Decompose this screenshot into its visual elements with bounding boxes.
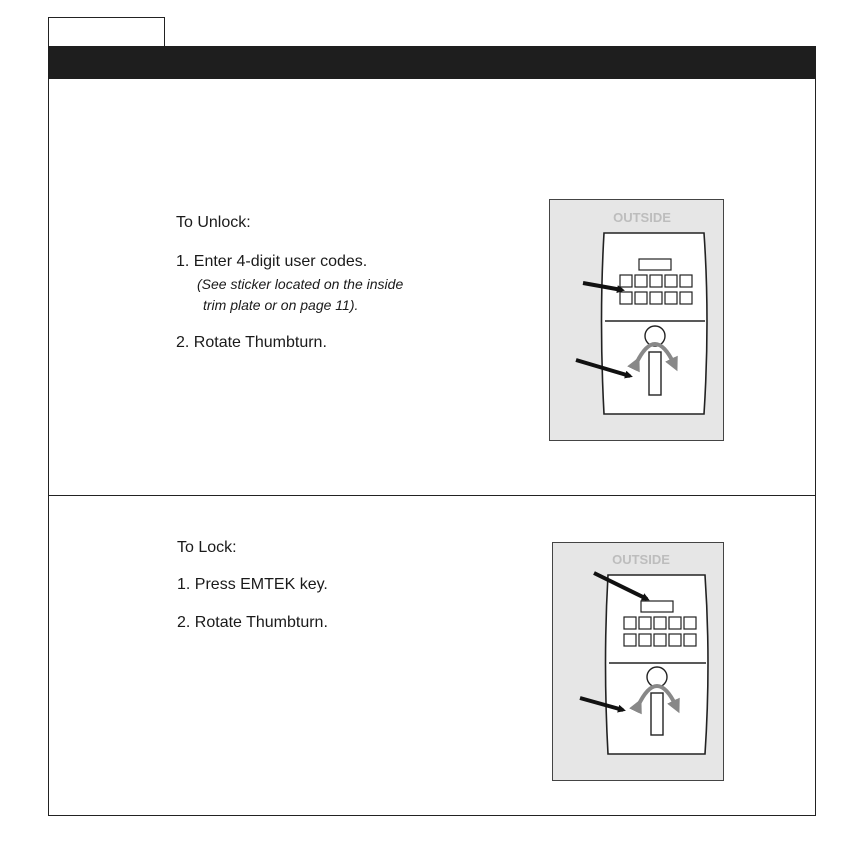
unlock-lock-illustration bbox=[549, 199, 724, 441]
unlock-illustration-svg bbox=[550, 200, 725, 442]
lock-step-2: 2. Rotate Thumbturn. bbox=[177, 614, 328, 631]
lock-heading: To Lock: bbox=[177, 539, 237, 556]
outside-label: OUTSIDE bbox=[613, 210, 671, 225]
unlock-step-1: 1. Enter 4-digit user codes. bbox=[176, 253, 368, 270]
section-divider bbox=[48, 495, 816, 496]
header-bar bbox=[48, 46, 816, 79]
lock-step-1: 1. Press EMTEK key. bbox=[177, 576, 328, 593]
outside-label: OUTSIDE bbox=[612, 552, 670, 567]
lock-lock-illustration bbox=[552, 542, 724, 781]
unlock-note-line-2: trim plate or on page 11). bbox=[203, 297, 359, 313]
lock-illustration-svg bbox=[553, 543, 725, 782]
unlock-note-line-1: (See sticker located on the inside bbox=[197, 276, 404, 292]
unlock-step-2: 2. Rotate Thumbturn. bbox=[176, 334, 327, 351]
emtek-key bbox=[641, 601, 673, 612]
thumbturn bbox=[651, 693, 663, 735]
emtek-key bbox=[639, 259, 671, 270]
thumbturn bbox=[649, 352, 661, 395]
header-tab bbox=[48, 17, 165, 46]
unlock-heading: To Unlock: bbox=[176, 214, 251, 231]
